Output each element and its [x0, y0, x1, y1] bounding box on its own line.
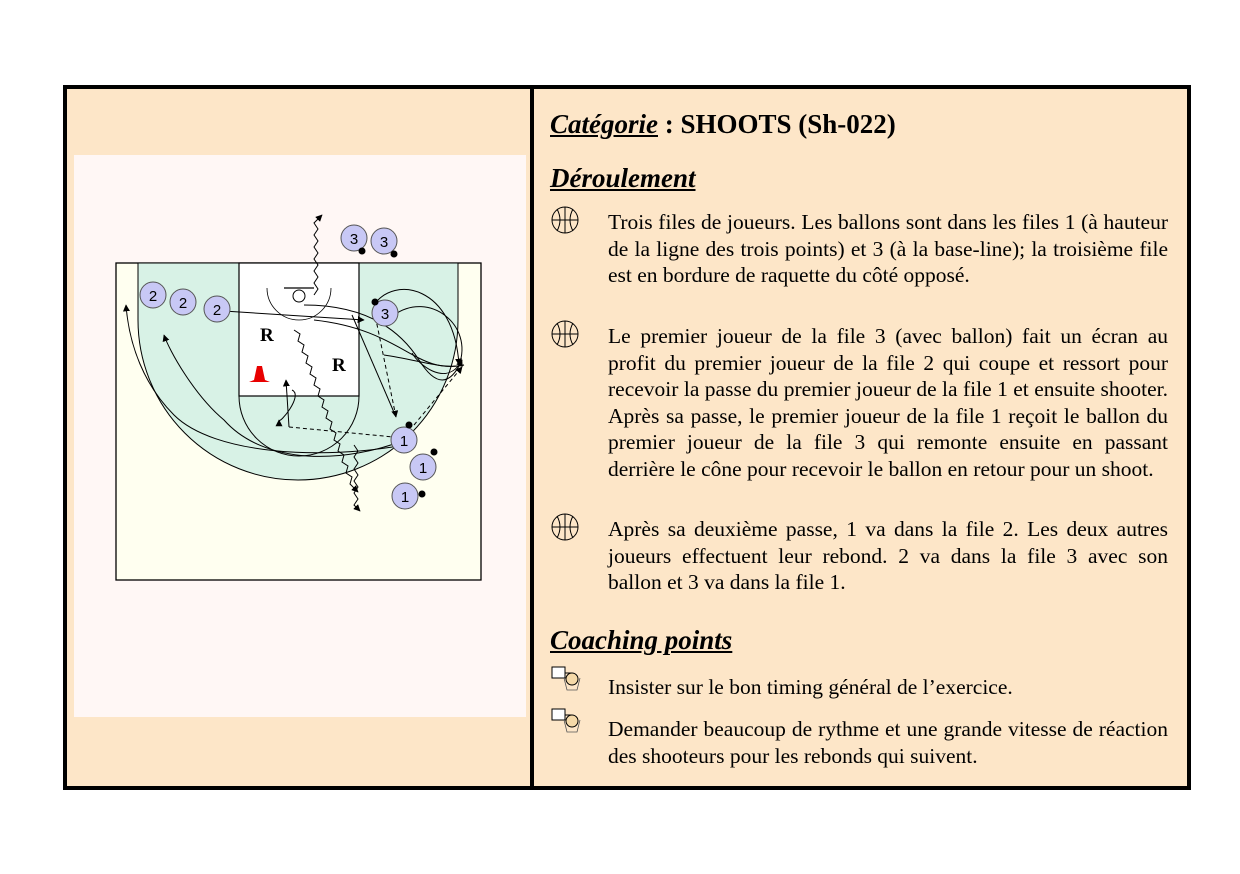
rebound-label: R [332, 355, 346, 376]
deroulement-text: Après sa deuxième passe, 1 va dans la file 2. Les deux autres joueurs effectuent leur rebond. 2 va dans la file 3 avec son ballon et 3 va dans la file 1. [608, 517, 1168, 594]
svg-text:3: 3 [380, 306, 390, 323]
svg-text:3: 3 [349, 231, 359, 248]
player [391, 427, 417, 453]
drill-card [63, 85, 1191, 790]
column-divider [530, 89, 534, 786]
category-line [550, 109, 896, 140]
ball-icon [431, 449, 438, 456]
player [410, 454, 436, 480]
ball-icon [391, 251, 398, 258]
hoop-icon [550, 664, 582, 696]
player [140, 282, 166, 308]
basketball-icon [550, 319, 582, 351]
player [341, 225, 367, 251]
svg-text:3: 3 [379, 234, 389, 251]
svg-text:1: 1 [399, 433, 409, 450]
player [371, 228, 397, 254]
ball-icon [359, 248, 366, 255]
svg-text:2: 2 [178, 295, 188, 312]
ball-icon [406, 422, 413, 429]
court-diagram [74, 155, 526, 717]
deroulement-text: Le premier joueur de la file 3 (avec ballon) fait un écran au profit du premier joueur de la file 2 qui coupe et ressort pour recevoir la passe du premier joueur de la file 1 et ensuite shooter. Après sa passe, le premier joueur de la file 1 reçoit le ballon du premier joueur de la file 3 qui remonte ensuite en passant derrière le cône pour recevoir le ballon en retour pour un shoot. [608, 324, 1168, 481]
basketball-icon [550, 512, 582, 544]
deroulement-heading: Déroulement [550, 163, 696, 193]
player [170, 289, 196, 315]
deroulement-text: Trois files de joueurs. Les ballons sont dans les files 1 (à hauteur de la ligne des trois points) et 3 (à la base-line); la troisième file est en bordure de raquette du côté opposé. [608, 210, 1168, 287]
coaching-text: Insister sur le bon timing général de l’exercice. [608, 675, 1013, 699]
category-label: Catégorie [550, 109, 658, 139]
svg-text:1: 1 [400, 489, 410, 506]
ball-icon [419, 491, 426, 498]
svg-text:2: 2 [148, 288, 158, 305]
coaching-text: Demander beaucoup de rythme et une grande vitesse de réaction des shooteurs pour les rebonds qui suivent. [608, 717, 1168, 768]
svg-text:2: 2 [212, 302, 222, 319]
player [204, 296, 230, 322]
coaching-heading: Coaching points [550, 625, 733, 655]
court-svg [74, 155, 526, 717]
ball-icon [372, 299, 379, 306]
basketball-icon [550, 205, 582, 237]
hoop-icon [550, 706, 582, 738]
player [392, 483, 418, 509]
svg-text:1: 1 [418, 460, 428, 477]
category-value: : SHOOTS (Sh-022) [664, 109, 896, 139]
rebound-label: R [260, 325, 274, 346]
